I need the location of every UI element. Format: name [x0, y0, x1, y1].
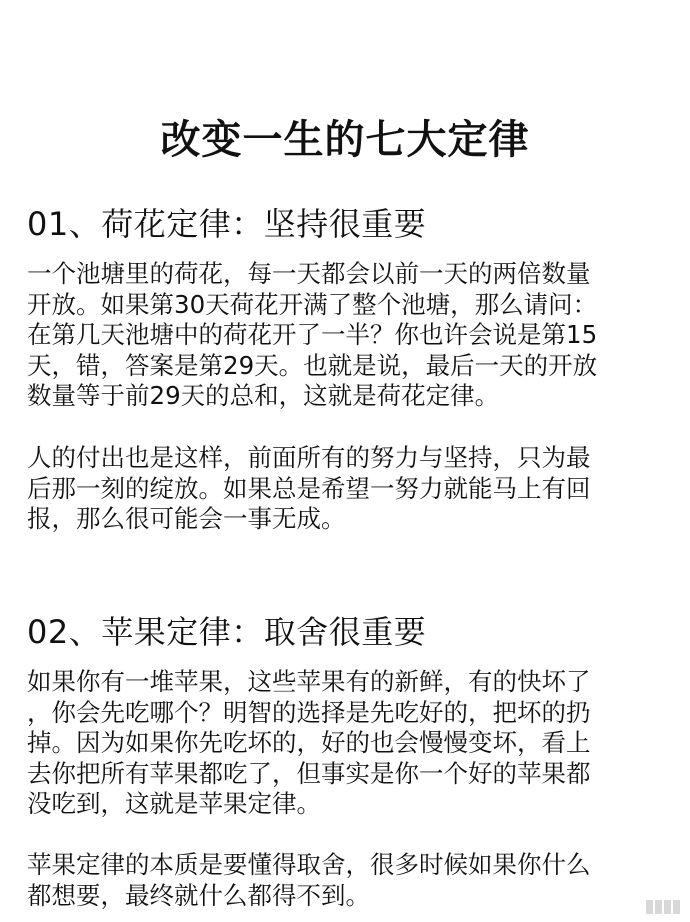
section-paragraph-apple-2: 苹果定律的本质是要懂得取舍，很多时候如果你什么 都想要，最终就什么都得不到。 [27, 850, 591, 910]
section-paragraph-lotus-1: 一个池塘里的荷花，每一天都会以前一天的两倍数量 开放。如果第30天荷花开满了整个池塘，那么请问： 在第几天池塘中的荷花开了一半？你也许会说是第15 天，错，答案是第29天。也就是说，最后一天的开放 数量等于前29天的总和，这就是荷花定律。 [27, 259, 598, 411]
section-heading-apple: 02、苹果定律：取舍很重要 [27, 613, 427, 651]
section-heading-lotus: 01、荷花定律：坚持很重要 [27, 205, 427, 243]
article-title: 改变一生的七大定律 [160, 117, 530, 163]
section-paragraph-lotus-2: 人的付出也是这样，前面所有的努力与坚持，只为最 后那一刻的绽放。如果总是希望一努力就能马上有回 报，那么很可能会一事无成。 [27, 443, 591, 534]
watermark-mark [646, 900, 680, 914]
section-paragraph-apple-1: 如果你有一堆苹果，这些苹果有的新鲜，有的快坏了 ，你会先吃哪个？明智的选择是先吃好的，把坏的扔 掉。因为如果你先吃坏的，好的也会慢慢变坏，看上 去你把所有苹果都吃了，但事实是你一个好的苹果都 没吃到，这就是苹果定律。 [27, 667, 591, 819]
